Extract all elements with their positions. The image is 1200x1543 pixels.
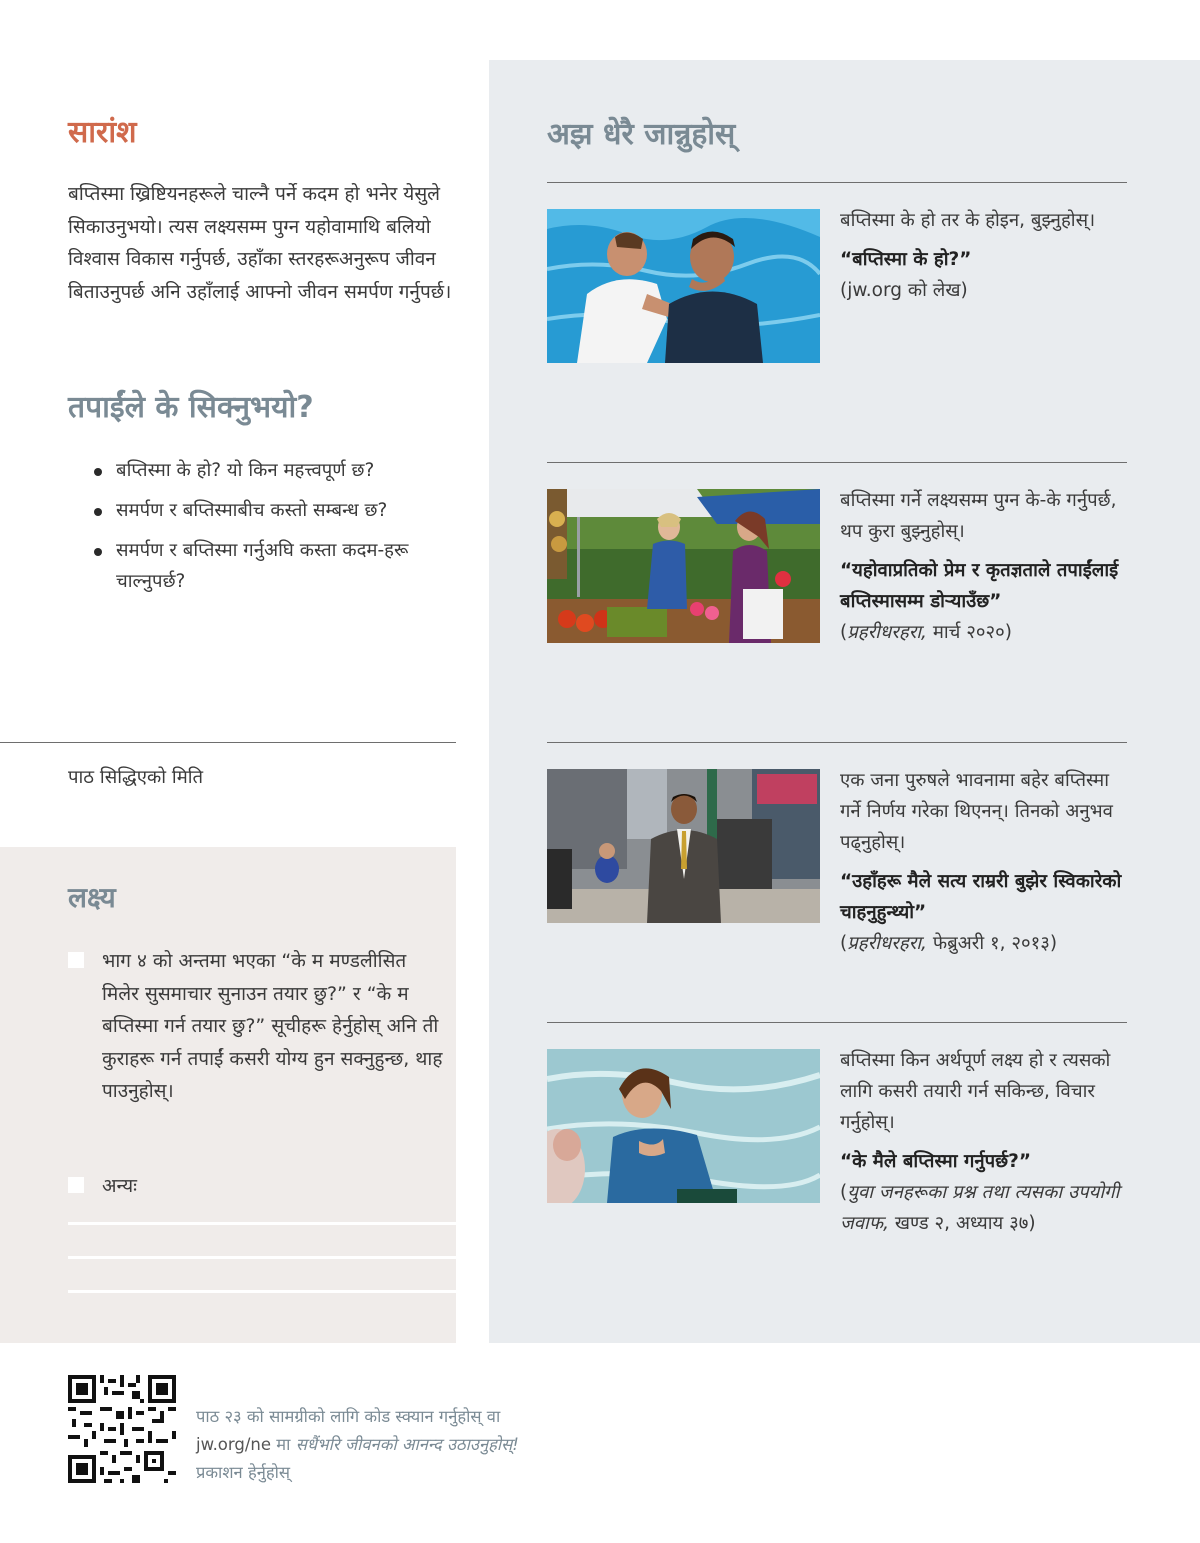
summary-title: सारांश — [68, 115, 137, 150]
learned-item: समर्पण र बप्तिस्माबीच कस्तो सम्बन्ध छ? — [92, 495, 448, 526]
checkbox-icon[interactable] — [68, 952, 84, 968]
footer-text: पाठ २३ को सामग्रीको लागि कोड स्क्यान गर्नुहोस् वा jw.org/ne मा सधैंभरि जीवनको आनन्द उठाउनुहोस्! प्रकाशन हेर्नुहोस् — [196, 1407, 519, 1482]
learned-item: बप्तिस्मा के हो? यो किन महत्त्वपूर्ण छ? — [92, 455, 448, 486]
entry-4-text — [840, 1045, 1130, 1239]
divider — [547, 182, 1127, 183]
entry-title[interactable]: “के मैले बप्तिस्मा गर्नुपर्छ?” — [840, 1151, 1031, 1172]
qr-code-icon[interactable] — [68, 1375, 176, 1483]
entry-2-text — [840, 485, 1130, 648]
goal-item-text: भाग ४ को अन्तमा भएका “के म मण्डलीसित मिलेर सुसमाचार सुनाउन तयार छु?” र “के म बप्तिस्मा गर्न तयार छु?” सूचीहरू हेर्नुहोस् अनि ती कुराहरू गर्न तपाईं कसरी योग्य हुन सक्नुहुन्छ, थाह पाउनुहोस्। — [102, 950, 443, 1102]
entry-1-text — [840, 205, 1130, 306]
write-line[interactable] — [68, 1256, 456, 1259]
entry-intro: बप्तिस्मा के हो तर के होइन, बुझ्नुहोस्। — [840, 210, 1096, 231]
learn-more-title: अझ धेरै जान्नुहोस् — [547, 117, 736, 152]
goal-title: लक्ष्य — [68, 881, 116, 914]
footer-publication-title: सधैंभरि जीवनको आनन्द उठाउनुहोस्! — [295, 1435, 519, 1454]
entry-3-text — [840, 765, 1130, 959]
market-conversation-photo — [547, 489, 820, 643]
learned-list — [92, 455, 448, 606]
entry-source: (jw.org को लेख) — [840, 280, 968, 301]
goal-item-text: अन्यः — [102, 1175, 137, 1197]
entry-source: (प्रहरीधरहरा, फेब्रुअरी १, २०१३) — [840, 933, 1058, 954]
entry-title[interactable]: “उहाँहरू मैले सत्य राम्ररी बुझेर स्विकारेको चाहनुहुन्थ्यो” — [840, 871, 1122, 923]
divider — [547, 462, 1127, 463]
footer-line-3: प्रकाशन हेर्नुहोस् — [196, 1463, 291, 1482]
footer-url[interactable]: jw.org/ne — [196, 1435, 272, 1454]
entry-intro: बप्तिस्मा गर्ने लक्ष्यसम्म पुग्न के-के गर्नुपर्छ, थप कुरा बुझ्नुहोस्। — [840, 490, 1117, 542]
divider — [547, 742, 1127, 743]
footer-line-1: पाठ २३ को सामग्रीको लागि कोड स्क्यान गर्नुहोस् वा — [196, 1407, 501, 1426]
write-line[interactable] — [68, 1290, 456, 1293]
checkbox-icon[interactable] — [68, 1177, 84, 1193]
goal-item-other — [68, 1170, 448, 1203]
divider — [0, 742, 456, 743]
city-street-man-photo — [547, 769, 820, 923]
divider — [547, 1022, 1127, 1023]
learned-title: तपाईंले के सिक्नुभयो? — [68, 390, 314, 425]
summary-text: बप्तिस्मा ख्रिष्टियनहरूले चाल्नै पर्ने कदम हो भनेर येसुले सिकाउनुभयो। त्यस लक्ष्यसम्म पुग्न यहोवामाथि बलियो विश्वास विकास गर्नुपर्छ, उहाँका स्तरहरूअनुरूप जीवन बिताउनुपर्छ अनि उहाँलाई आफ्नो जीवन समर्पण गर्नुपर्छ। — [68, 183, 452, 303]
entry-source: (युवा जनहरूका प्रश्न तथा त्यसका उपयोगी जवाफ, खण्ड २, अध्याय ३७) — [840, 1182, 1120, 1234]
entry-intro: बप्तिस्मा किन अर्थपूर्ण लक्ष्य हो र त्यसको लागि कसरी तयारी गर्न सकिन्छ, विचार गर्नुहोस्। — [840, 1050, 1111, 1133]
lesson-completed-date-label: पाठ सिद्धिएको मिति — [68, 767, 204, 788]
entry-title[interactable]: “बप्तिस्मा के हो?” — [840, 249, 972, 270]
baptism-pool-photo — [547, 209, 820, 363]
learned-item: समर्पण र बप्तिस्मा गर्नुअघि कस्ता कदम-हरू चाल्नुपर्छ? — [92, 535, 448, 597]
entry-intro: एक जना पुरुषले भावनामा बहेर बप्तिस्मा गर्ने निर्णय गरेका थिएनन्। तिनको अनुभव पढ्नुहोस्। — [840, 770, 1113, 853]
entry-title[interactable]: “यहोवाप्रतिको प्रेम र कृतज्ञताले तपाईंलाई बप्तिस्मासम्म डोऱ्याउँछ” — [840, 560, 1119, 612]
write-line[interactable] — [68, 1222, 456, 1225]
goal-item — [68, 945, 448, 1108]
entry-source: (प्रहरीधरहरा, मार्च २०२०) — [840, 622, 1012, 643]
young-woman-baptism-photo — [547, 1049, 820, 1203]
